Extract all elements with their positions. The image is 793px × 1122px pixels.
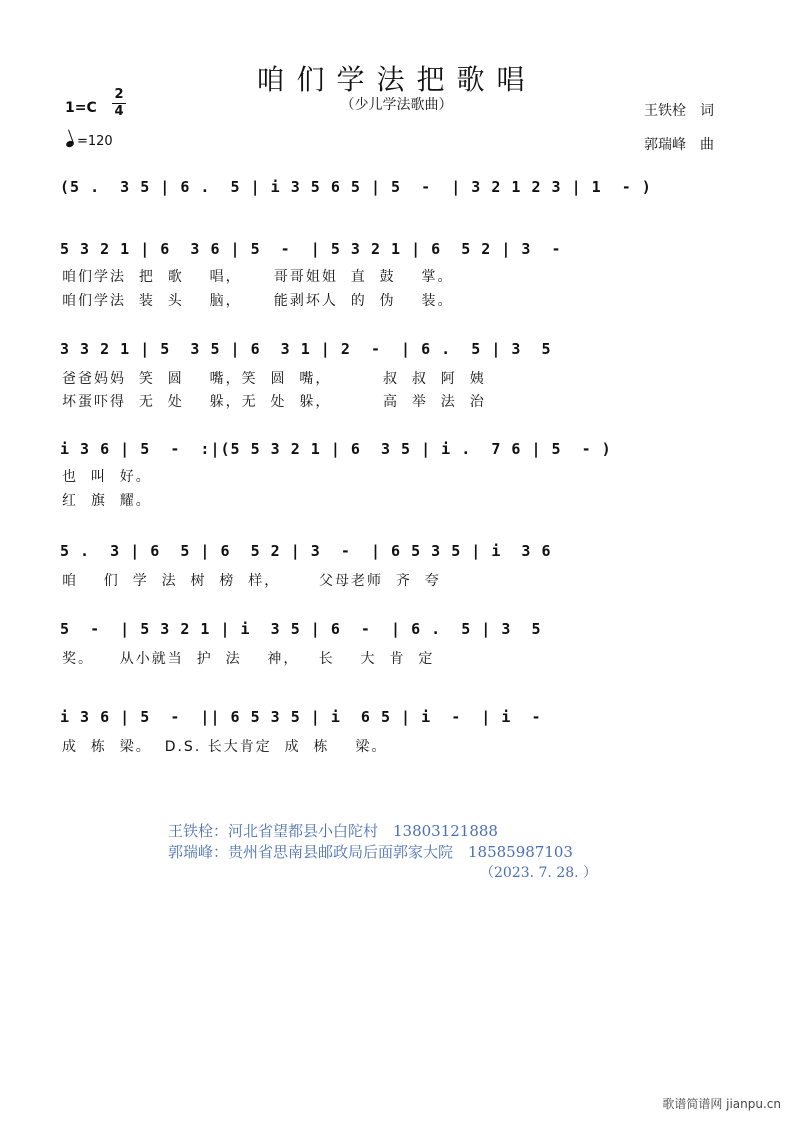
lyric-line: 奖。 从小就当 护 法 神， 长 大 肯 定: [62, 651, 435, 667]
lyric-verse-2: 坏蛋吓得 无 处 躲，无 处 躲， 高 举 法 治: [62, 394, 486, 410]
time-signature-bottom: 4: [114, 104, 124, 119]
score-system-2: [60, 240, 732, 264]
notation-line: i 3 6 | 5 - :|(5 5 3 2 1 | 6 3 5 | i . 7 6 | 5 - ): [60, 440, 612, 458]
notation-line: 3 3 2 1 | 5 3 5 | 6 3 1 | 2 - | 6 . 5 | 3 5: [60, 340, 552, 358]
lyric-verse-2: 咱们学法 装 头 脑， 能剥坏人 的 伪 装。: [62, 293, 454, 309]
lyric-line: 成 栋 梁。 D.S. 长大肯定 成 栋 梁。: [62, 739, 388, 755]
time-signature-top: 2: [114, 87, 124, 102]
lyric-verse-1: 咱们学法 把 歌 唱， 哥哥姐姐 直 鼓 掌。: [62, 269, 454, 285]
lyric-verse-2: 红 旗 耀。: [62, 493, 152, 509]
quarter-note-icon: [65, 140, 75, 148]
notation-line: i 3 6 | 5 - || 6 5 3 5 | i 6 5 | i - | i -: [60, 708, 542, 726]
key-signature: 1=C: [65, 100, 97, 116]
score-system-4: [60, 440, 732, 464]
notation-line: 5 . 3 | 6 5 | 6 5 2 | 3 - | 6 5 3 5 | i 3 6: [60, 542, 552, 560]
site-watermark: 歌谱简谱网 jianpu.cn: [662, 1097, 781, 1111]
page-title: 咱们学法把歌唱: [256, 63, 537, 96]
subtitle: （少儿学法歌曲）: [340, 97, 453, 113]
composer-credit: 郭瑞峰 曲: [644, 137, 714, 153]
date: （2023. 7. 28. ）: [480, 865, 598, 881]
notation-line: 5 3 2 1 | 6 3 6 | 5 - | 5 3 2 1 | 6 5 2 | 3 -: [60, 240, 562, 258]
tempo-marking: [66, 134, 113, 149]
notation-line: (5 . 3 5 | 6 . 5 | i 3 5 6 5 | 5 - | 3 2 1 2 3 | 1 - ): [60, 178, 652, 196]
tempo-value: =120: [77, 134, 113, 149]
lyric-line: 咱 们 学 法 树 榜 样， 父母老师 齐 夸: [62, 573, 441, 589]
notation-line: 5 - | 5 3 2 1 | i 3 5 | 6 - | 6 . 5 | 3 5: [60, 620, 542, 638]
contact-composer: 郭瑞峰：贵州省思南县邮政局后面郭家大院 18585987103: [168, 843, 573, 861]
score-system-6: [60, 620, 732, 644]
score-system-5: [60, 542, 732, 566]
score-system-7: [60, 708, 732, 732]
lyric-verse-1: 爸爸妈妈 笑 圆 嘴，笑 圆 嘴， 叔 叔 阿 姨: [62, 371, 486, 387]
score-system-1: [60, 178, 732, 202]
time-signature: [112, 88, 126, 119]
lyric-verse-1: 也 叫 好。: [62, 469, 152, 485]
score-system-3: [60, 340, 732, 364]
contact-lyricist: 王铁栓：河北省望都县小白陀村 13803121888: [168, 822, 498, 840]
lyricist-credit: 王铁栓 词: [644, 103, 714, 119]
